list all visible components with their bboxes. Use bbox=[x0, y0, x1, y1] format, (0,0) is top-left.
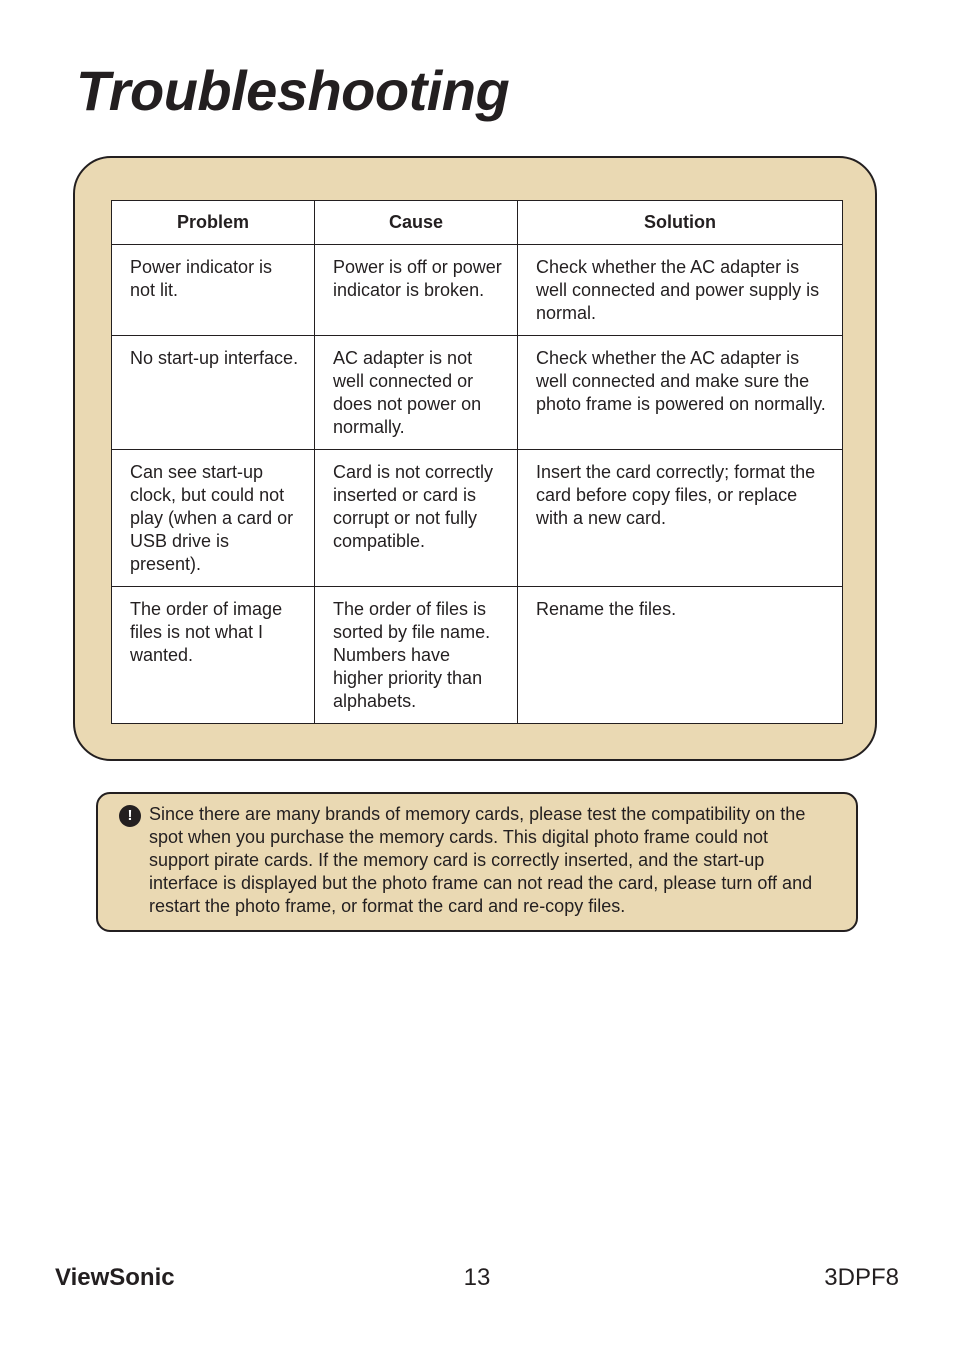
header-solution: Solution bbox=[518, 201, 843, 245]
solution-cell: Rename the files. bbox=[518, 587, 843, 724]
problem-cell: No start-up interface. bbox=[112, 336, 315, 450]
note-text: Since there are many brands of memory cards, please test the compatibility on the spot when you purchase the memory cards. This digital photo frame could not support pirate cards. If the memory card is correctly inserted, and the start-up interface is displayed but the photo frame can not read the card, please turn off and restart the photo frame, or format the card and re-copy files. bbox=[149, 804, 813, 916]
header-problem: Problem bbox=[112, 201, 315, 245]
cause-cell: Card is not correctly inserted or card is corrupt or not fully compatible. bbox=[315, 450, 518, 587]
model-number: 3DPF8 bbox=[824, 1264, 899, 1291]
note-box bbox=[96, 792, 858, 932]
footer-brand: ViewSonic bbox=[55, 1264, 175, 1291]
table-header-row bbox=[112, 201, 843, 245]
problem-cell: Power indicator is not lit. bbox=[112, 245, 315, 336]
solution-cell: Check whether the AC adapter is well connected and power supply is normal. bbox=[518, 245, 843, 336]
exclamation-icon: ! bbox=[119, 805, 141, 827]
page-number: 13 bbox=[463, 1264, 491, 1291]
table-row bbox=[112, 245, 843, 336]
cause-cell: AC adapter is not well connected or does not power on normally. bbox=[315, 336, 518, 450]
table-row bbox=[112, 336, 843, 450]
cause-cell: Power is off or power indicator is broken. bbox=[315, 245, 518, 336]
solution-cell: Insert the card correctly; format the card before copy files, or replace with a new card. bbox=[518, 450, 843, 587]
header-cause: Cause bbox=[315, 201, 518, 245]
solution-cell: Check whether the AC adapter is well connected and make sure the photo frame is powered on normally. bbox=[518, 336, 843, 450]
table-row bbox=[112, 450, 843, 587]
table-row bbox=[112, 587, 843, 724]
problem-cell: The order of image files is not what I wanted. bbox=[112, 587, 315, 724]
troubleshooting-table bbox=[111, 200, 843, 724]
problem-cell: Can see start-up clock, but could not play (when a card or USB drive is present). bbox=[112, 450, 315, 587]
page-title: Troubleshooting bbox=[76, 59, 510, 122]
cause-cell: The order of files is sorted by file name. Numbers have higher priority than alphabets. bbox=[315, 587, 518, 724]
